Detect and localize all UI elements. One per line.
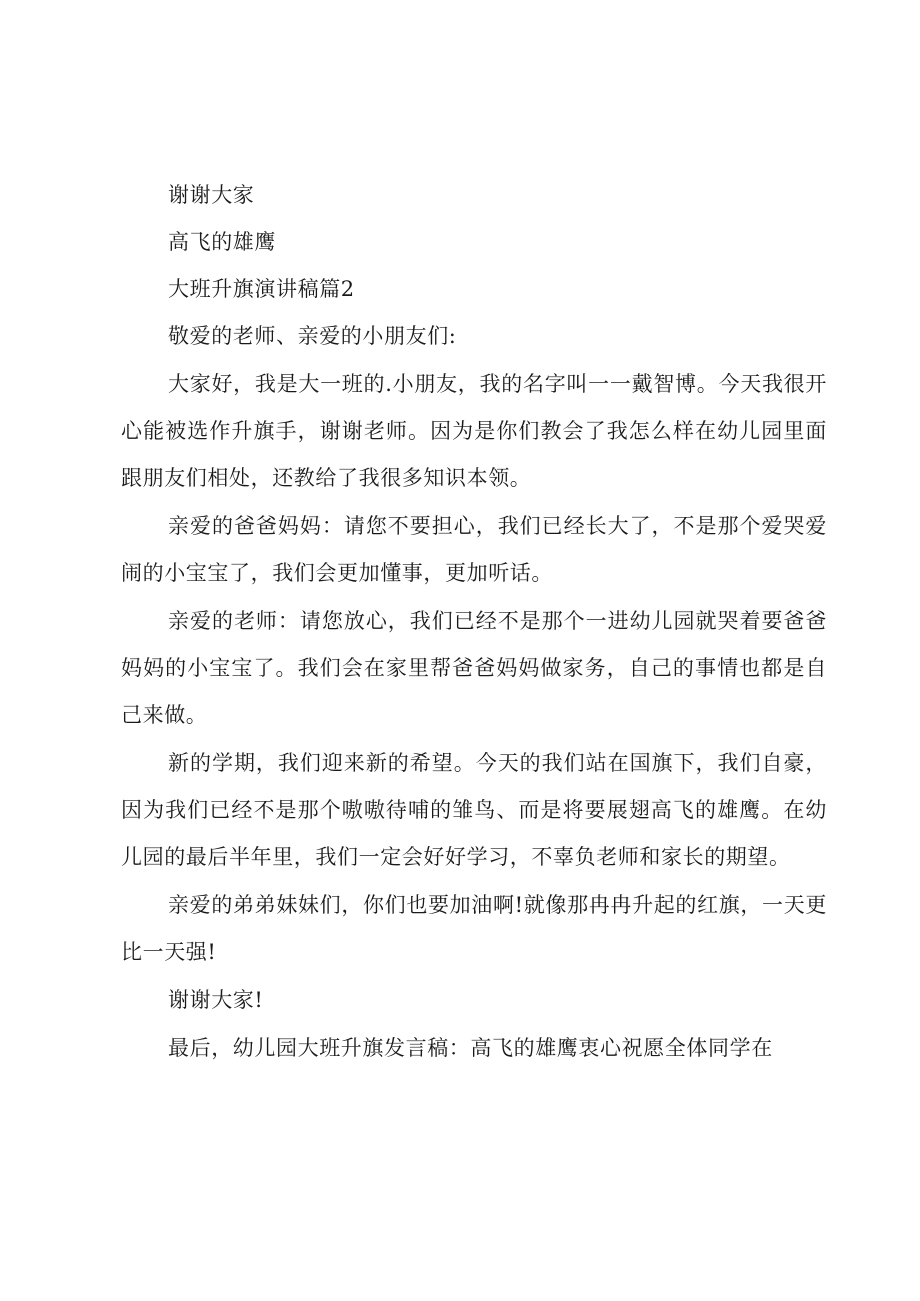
paragraph-teachers: 亲爱的老师：请您放心，我们已经不是那个一进幼儿园就哭着要爸爸妈妈的小宝宝了。我们会在家里帮爸爸妈妈做家务，自己的事情也都是自己来做。	[121, 609, 827, 727]
paragraph-new-term: 新的学期，我们迎来新的希望。今天的我们站在国旗下，我们自豪，因为我们已经不是那个嗷嗷待哺的雏鸟、而是将要展翅高飞的雄鹰。在幼儿园的最后半年里，我们一定会好好学习，不辜负老师和家长的期望。	[121, 751, 827, 869]
document-body	[121, 172, 827, 1072]
greeting-line: 敬爱的老师、亲爱的小朋友们:	[168, 324, 457, 348]
speech-heading: 大班升旗演讲稿篇2	[168, 277, 355, 301]
final-line: 最后，幼儿园大班升旗发言稿：高飞的雄鹰衷心祝愿全体同学在	[168, 1036, 773, 1060]
speech-subtitle: 高飞的雄鹰	[168, 230, 276, 254]
paragraph-intro: 大家好，我是大一班的.小朋友，我的名字叫一一戴智博。今天我很开心能被选作升旗手，谢谢老师。因为是你们教会了我怎么样在幼儿园里面跟朋友们相处，还教给了我很多知识本领。	[121, 372, 827, 490]
paragraph-siblings: 亲爱的弟弟妹妹们，你们也要加油啊!就像那冉冉升起的红旗，一天更比一天强!	[121, 893, 827, 964]
closing-line-short: 谢谢大家	[168, 183, 255, 207]
closing-line: 谢谢大家!	[168, 988, 264, 1012]
paragraph-parents: 亲爱的爸爸妈妈：请您不要担心，我们已经长大了，不是那个爱哭爱闹的小宝宝了，我们会更加懂事，更加听话。	[121, 514, 827, 585]
